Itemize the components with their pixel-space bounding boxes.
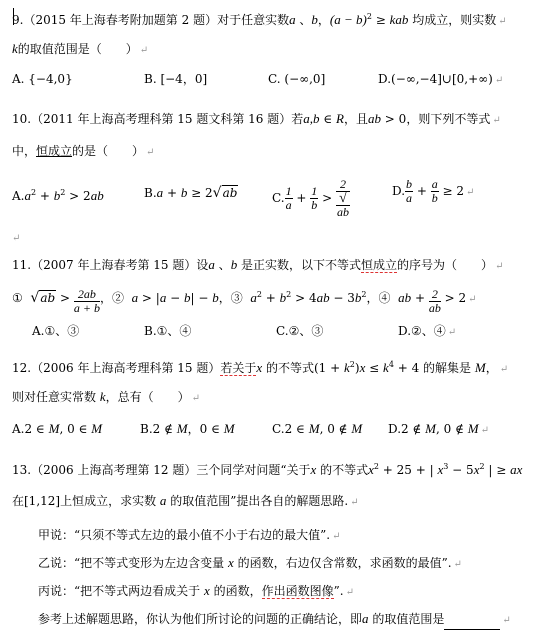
q9-line1: 9.（2015 年上海春考附加题第 2 题）对于任意实数a 、b，$(a - b)^2$ ≥ kab 均成立，则实数 ↵: [12, 12, 507, 27]
q10-underlined: 恒成立: [36, 144, 73, 158]
q13-bing-text-c: ”.: [333, 584, 344, 598]
q10-tail: ，则下列不等式: [406, 112, 491, 126]
q12-line2: 则对任意实常数 k，总有（ ） ↵: [12, 389, 201, 404]
q11-option-b: B.①、④: [144, 324, 192, 338]
q11-mid: 是正实数，以下不等式: [241, 258, 362, 272]
q13-final: 参考上述解题思路，你认为他们所讨论的问题的正确结论，即a 的取值范围是 ↵: [0, 610, 539, 630]
q13-yi-text-a: 乙说：“把不等式变形为左边含变量: [38, 556, 225, 570]
q9-option-d: D.(−∞,−4]∪[0,+∞): [378, 72, 493, 86]
empty-paragraph: ↵: [12, 233, 21, 244]
q10-option-a: $A.a^2 + b^2 > 2ab$: [12, 188, 104, 203]
q13-jia-text: 甲说：“只须不等式左边的最小值不小于右边的最大值”.: [38, 528, 331, 542]
q10-options: [0, 177, 539, 219]
q11-source: （2007 年上海春考第 15 题）设: [31, 258, 209, 272]
q9-option-b: B. [−4，0]: [144, 72, 208, 86]
q11-option-a: A.①、③: [32, 324, 80, 338]
q12-prompt-tail: ，总有（ ）: [105, 390, 190, 404]
q10-mid: ，且: [343, 112, 368, 126]
q13-bing-underlined: 作出函数图像: [261, 584, 334, 598]
q10-option-b: B.a + b ≥ 2√ab: [144, 185, 238, 201]
q12-source: （2006 年上海高考理科第 15 题）: [31, 361, 221, 375]
q10-line1: 10.（2011 年上海高考理科第 15 题文科第 16 题）若a,b ∈ R，且ab > 0，则下列不等式 ↵: [12, 111, 501, 126]
q10-line2: 中，恒成立的是（ ） ↵: [12, 144, 155, 158]
q13-final-text-b: 的取值范围是: [372, 612, 445, 626]
q9-number: 9.: [12, 13, 24, 27]
q11-statements: [0, 280, 539, 315]
q9-line2: k的取值范围是（ ） ↵: [12, 41, 149, 56]
q13-line2: 在[1,12]上恒成立，求实数 a 的取值范围”提出各自的解题思路. ↵: [12, 493, 359, 508]
q9-option-d-wrap: D.(−∞,−4]∪[0,+∞) ↵: [378, 72, 504, 86]
q13-jia: 甲说：“只须不等式左边的最小值不小于右边的最大值”. ↵: [38, 528, 341, 542]
q12-number: 12.: [12, 361, 32, 375]
q11-option-d-wrap: D.②、④ ↵: [398, 324, 457, 338]
q13-source: （2006 上海高考理第 12 题）三个同学对问题“关于: [31, 463, 311, 477]
q12-prompt: 则对任意实常数: [12, 390, 97, 404]
q11-underlined: 恒成立: [361, 258, 398, 272]
q12-line1: 12.（2006 年上海高考理科第 15 题）若关于x 的不等式$(1 + k^2)x \le k^4 + 4$ 的解集是 M， ↵: [12, 360, 509, 375]
q11-statements-text: ① √ab > $\frac{2ab}{a + b}$ ，② a > |a − b| − b，③ $a^2 + b^2 > 4ab - 3b^2$，④ ab + $\frac{2}{ab}$ > 2 ↵: [12, 287, 477, 315]
q12-option-a: A.2 ∈ M, 0 ∈ M: [12, 421, 103, 436]
q11-line1: 11.（2007 年上海春考第 15 题）设a 、b 是正实数，以下不等式恒成立的序号为（ ） ↵: [12, 257, 504, 272]
q10-prompt: 的是（ ）: [72, 144, 145, 158]
q9-rest: 均成立，则实数: [412, 13, 497, 27]
q10-number: 10.: [12, 112, 32, 126]
q11-tail: 的序号为（ ）: [397, 258, 494, 272]
q12-tail: 的解集是: [423, 361, 472, 375]
q12-option-c: C.2 ∈ M, 0 ∉ M: [272, 421, 363, 436]
q13-bing: 丙说：“把不等式两边看成关于 x 的函数，作出函数图像”. ↵: [38, 583, 354, 598]
q11-option-c: C.②、③: [276, 324, 324, 338]
q12-option-d: D.2 ∉ M, 0 ∉ M ↵: [388, 421, 490, 436]
answer-blank[interactable]: [444, 617, 500, 630]
q13-line1: 13.（2006 上海高考理第 12 题）三个同学对问题“关于x 的不等式$x^2 + 25$ + | $x^3 - 5x^2$ | ≥ ax: [12, 462, 523, 477]
q13-mid: 的不等式: [320, 463, 369, 477]
q11-number: 11.: [12, 258, 32, 272]
q10-option-c: C. $\frac{1}{a}$ + $\frac{1}{b}$ > 2 √ ab: [272, 177, 349, 219]
q10-prefix: 中，: [12, 144, 37, 158]
q13-prompt: 在[1,12]上恒成立，求实数: [12, 494, 157, 508]
q12-underlined: 若关于: [220, 361, 257, 375]
q10-option-d: D. $\frac{b}{a}$ + $\frac{a}{b}$ ≥ 2 ↵: [392, 177, 475, 205]
q13-yi-text-b: 的函数，右边仅含常数，求函数的最值”.: [237, 556, 452, 570]
q10-source: （2011 年上海高考理科第 15 题文科第 16 题）若: [31, 112, 304, 126]
q9-option-a: A. {−4,0}: [12, 72, 73, 86]
q12-option-b: B.2 ∉ M，0 ∈ M: [140, 421, 235, 436]
q13-number: 13.: [12, 463, 32, 477]
q9-prompt: 的取值范围是（ ）: [17, 42, 138, 56]
q13-bing-text-b: 的函数，: [213, 584, 262, 598]
q9-option-c: C. (−∞,0]: [268, 72, 326, 86]
q11-option-d: D.②、④: [398, 324, 446, 338]
q9-source: （2015 年上海春考附加题第 2 题）对于任意实数: [23, 13, 290, 27]
q13-prompt-tail: 的取值范围”提出各自的解题思路.: [170, 494, 349, 508]
q13-bing-text-a: 丙说：“把不等式两边看成关于: [38, 584, 201, 598]
q12-mid: 的不等式: [265, 361, 314, 375]
q13-final-text-a: 参考上述解题思路，你认为他们所讨论的问题的正确结论，即: [38, 612, 363, 626]
q13-yi: 乙说：“把不等式变形为左边含变量 x 的函数，右边仅含常数，求函数的最值”. ↵: [38, 555, 462, 570]
